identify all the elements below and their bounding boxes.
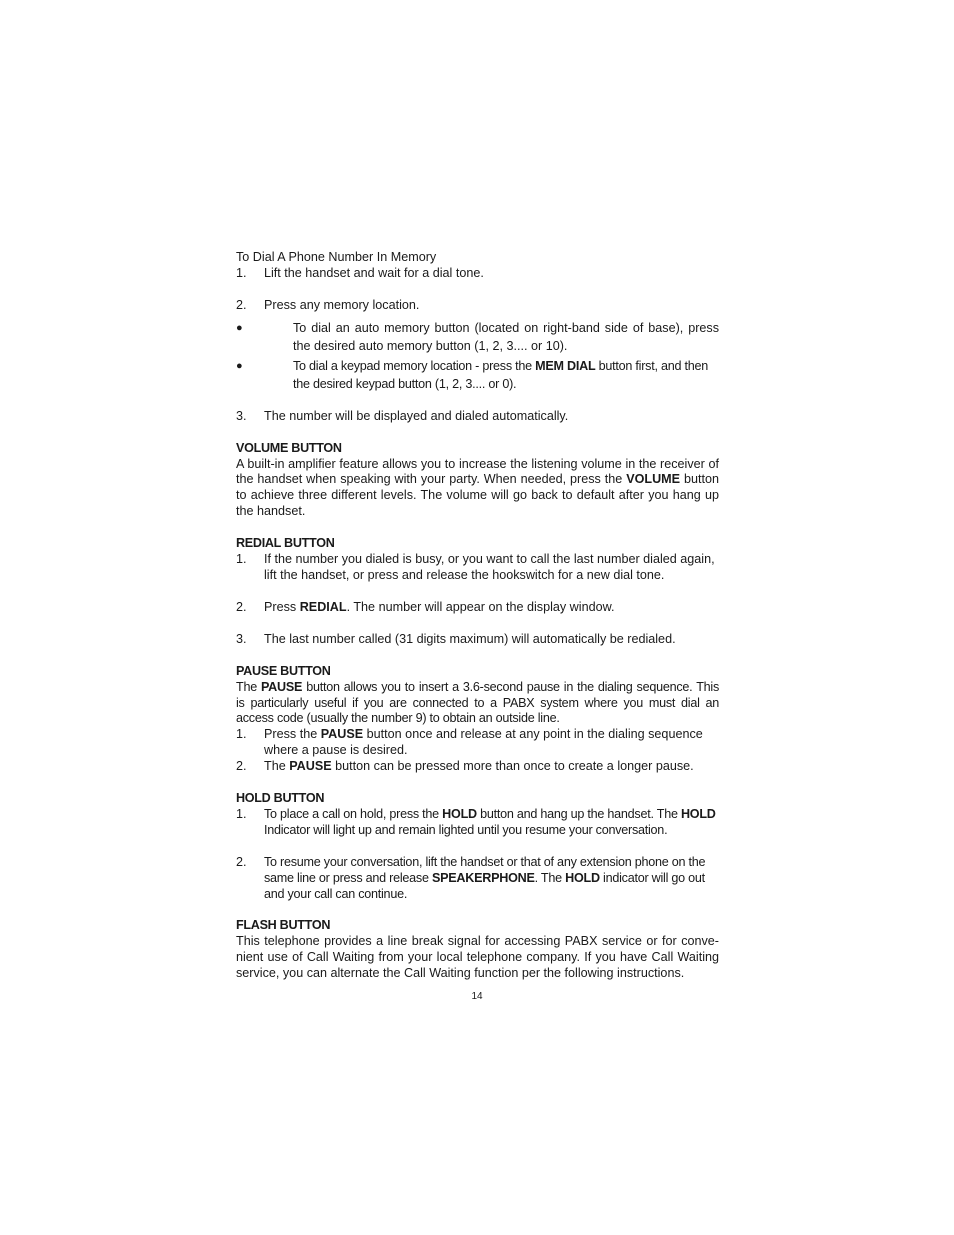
step-text: To place a call on hold, press the HOLD button and hang up the handset. The HOLD Indicator will light up and remain lighted until you resume your conversation. [264,806,716,837]
pause-heading: PAUSE BUTTON [236,663,331,678]
hold-heading: HOLD BUTTON [236,791,325,806]
step-text: The PAUSE button can be pressed more than once to create a longer pause. [264,759,694,774]
step-text: If the number you dialed is busy, or you want to call the last number dialed again, lift the handset, or press and release the hookswitch for a new dial tone. [264,552,715,582]
page-number: 14 [471,991,483,1002]
step-text: Press REDIAL. The number will appear on the display window. [264,599,615,614]
step-number: 1. [236,806,247,821]
step-text: Press any memory location. [264,297,420,312]
step-number: 3. [236,408,247,423]
step-text: The last number called (31 digits maximum) will automatically be redialed. [264,631,676,646]
step-number: 2. [236,854,247,869]
step-number: 3. [236,631,247,646]
memory-bullet-1 [236,319,719,355]
memory-step-2 [236,298,719,314]
memory-title: To Dial A Phone Number In Memory [236,250,437,264]
bullet-icon: ● [236,359,243,372]
memory-step-1 [236,266,719,282]
pause-step-2 [236,759,719,775]
step-text: To resume your conversation, lift the handset or that of any extension phone on the same line or press and release SPEAKERPHONE. The HOLD indicator will go out and your call can continue. [264,854,706,901]
memory-step-3 [236,409,719,425]
step-number: 1. [236,265,247,280]
step-number: 2. [236,599,247,614]
volume-text: A built-in amplifier feature allows you to increase the listening volume in the receiver of the handset when speaking with your party. When needed, press the VOLUME button to achieve three different levels. The volume will go back to default after you hang up the handset. [236,456,720,519]
bullet-text: To dial a keypad memory location - press the MEM DIAL button first, and then the desired keypad button (1, 2, 3.... or 0). [293,358,708,391]
step-text: Lift the handset and wait for a dial tone. [264,265,484,280]
page-content [236,250,719,982]
memory-bullet-2 [236,357,719,393]
pause-step-1 [236,727,719,759]
step-number: 2. [236,297,247,312]
bullet-text: To dial an auto memory button (located on right-band side of base), press the desired auto memory button (1, 2, 3.... or 10). [293,320,719,353]
step-number: 2. [236,759,247,774]
redial-step-1 [236,552,719,584]
hold-step-2 [236,855,719,903]
pause-intro: The PAUSE button allows you to insert a 3.6-second pause in the dialing sequence. This is particularly useful if you are connected to a PABX system where you must dial an access code (usually the number 9) to obtain an outside line. [236,679,719,726]
step-text: Press the PAUSE button once and release at any point in the dialing sequence where a pause is desired. [264,727,703,758]
redial-step-2 [236,600,719,616]
step-text: The number will be displayed and dialed automatically. [264,408,569,423]
bullet-icon: ● [236,321,243,334]
flash-text: This telephone provides a line break signal for accessing PABX service or for conve-nient use of Call Waiting from your local telephone company. If you have Call Waiting service, you can alternate the Call Waiting function per the following instructions. [236,934,719,981]
step-number: 1. [236,552,247,567]
step-number: 1. [236,727,247,742]
hold-step-1 [236,807,719,839]
redial-heading: REDIAL BUTTON [236,536,335,551]
flash-heading: FLASH BUTTON [236,918,331,933]
volume-heading: VOLUME BUTTON [236,440,342,455]
redial-step-3 [236,632,719,648]
